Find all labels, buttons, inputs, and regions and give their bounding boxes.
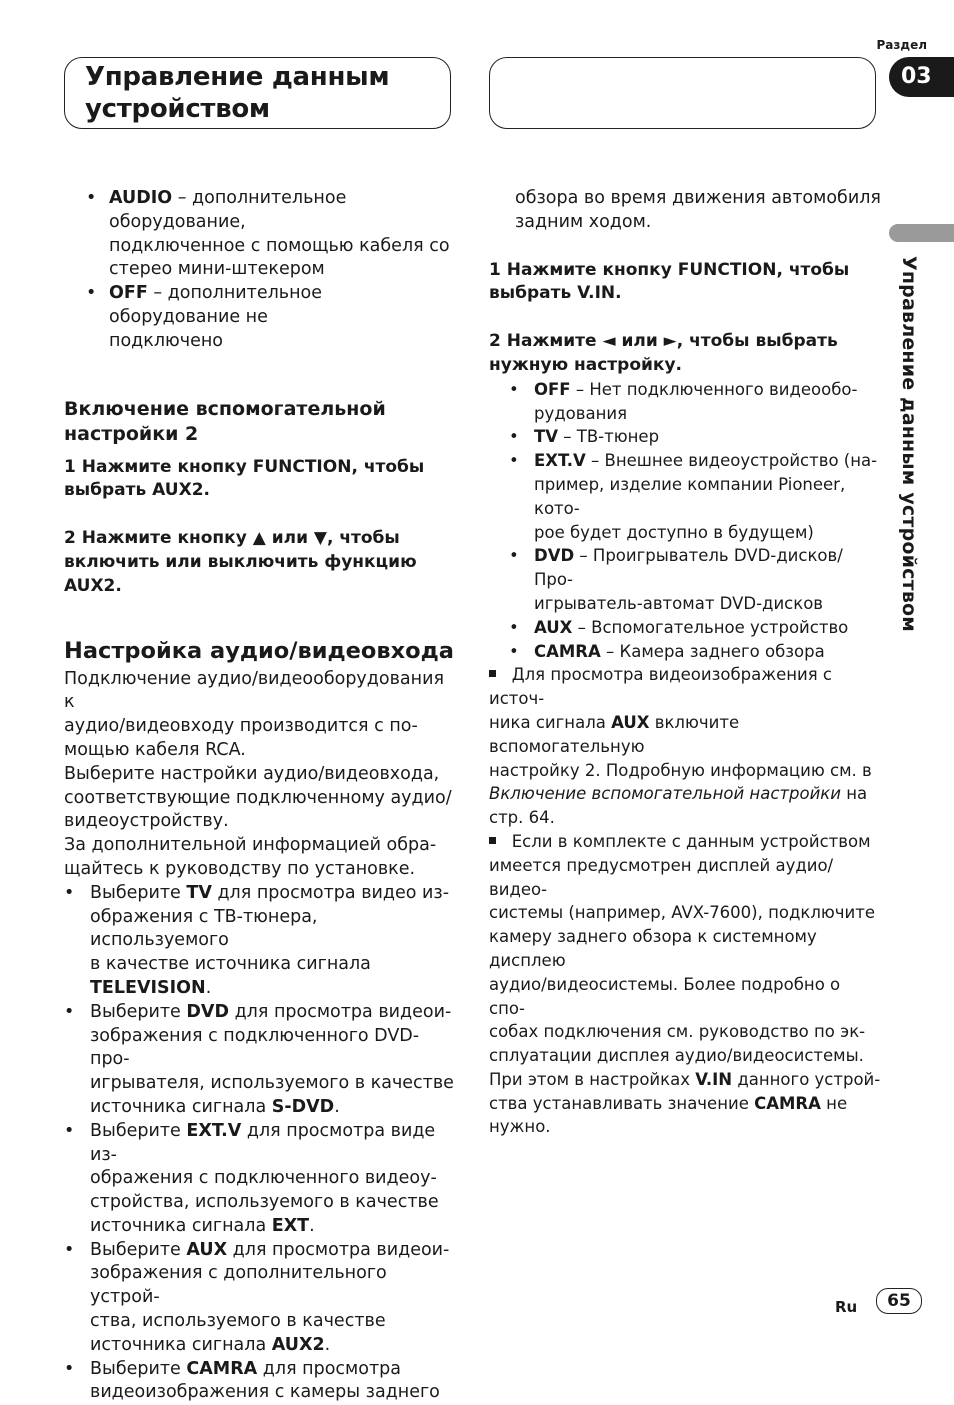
continued-text: обзора во время движения автомобиля задним ходом.	[515, 188, 881, 232]
list-item: • Выберите DVD для просмотра видеои- зображения с подключенного DVD-про- игрывателя, используемого в качестве источника сигнала S-DVD.	[64, 1001, 454, 1117]
list-item: • OFF – Нет подключенного видеообо- рудования	[509, 379, 858, 423]
header-title-box	[64, 57, 451, 129]
intro-paragraph: Подключение аудио/видеооборудования к аудио/видеовходу производится с по- мощью кабеля RCA. Выберите настройки аудио/видеовхода, соответствующие подключенному аудио/ видеоустройству. За дополнительной информацией обра- щайтесь к руководству по установке.	[64, 668, 452, 879]
section-label: Раздел	[876, 38, 927, 52]
list-item: • CAMRA – Камера заднего обзора	[509, 641, 825, 661]
list-item: • AUDIO – дополнительное оборудование, подключенное с помощью кабеля со стерео мини-штекером	[86, 188, 450, 280]
side-section-title: Управление данным устройством	[898, 256, 920, 633]
list-item: • DVD – Проигрыватель DVD-дисков/Про- игрыватель-автомат DVD-дисков	[509, 546, 843, 613]
section-heading: Настройка аудио/видеовхода	[64, 637, 454, 664]
page-number: 65	[876, 1288, 922, 1314]
option-list	[489, 378, 881, 1140]
note-2: Если в комплекте с данным устройством имеется предусмотрен дисплей аудио/видео- системы (например, AVX-7600), подключите камеру заднего обзора к системному дисплею аудио/видеосистемы. Более подробно о спо- собах подключения см. руководство по эк- сплуатации дисплея аудио/видеосистемы. При этом в настройках V.IN данного устрой- ства устанавливать значение CAMRA не нужно.	[489, 831, 881, 1137]
subsection-heading: Включение вспомогательной настройки 2	[64, 397, 386, 445]
page-title	[85, 61, 445, 125]
step-2: 2 Нажмите кнопку ▲ или ▼, чтобы включить или выключить функцию AUX2.	[64, 528, 417, 596]
note-bullet-icon	[489, 670, 496, 677]
list-item: • AUX – Вспомогательное устройство	[509, 617, 849, 637]
list-item: • EXT.V – Внешнее видеоустройство (на- пример, изделие компании Pioneer, кото- рое будет доступно в будущем)	[509, 451, 878, 542]
list-item: • Выберите EXT.V для просмотра виде из- ображения с подключенного видеоу- стройства, используемого в качестве источника сигнала EXT.	[64, 1120, 439, 1236]
note-bullet-icon	[489, 837, 496, 844]
step-2: 2 Нажмите ◄ или ►, чтобы выбрать нужную настройку.	[489, 331, 838, 375]
side-tab-marker	[889, 224, 954, 242]
title-line: устройством	[85, 94, 270, 124]
list-item: • Выберите TV для просмотра видео из- ображения с ТВ-тюнера, используемого в качестве источника сигнала TELEVISION.	[64, 882, 450, 998]
step-1: 1 Нажмите кнопку FUNCTION, чтобы выбрать AUX2.	[64, 456, 425, 501]
left-column	[64, 187, 456, 1405]
note-1: Для просмотра видеоизображения с источ- ника сигнала AUX включите вспомогательную настройку 2. Подробную информацию см. в Включение вспомогательной настройки на стр. 64.	[489, 665, 872, 828]
step-1: 1 Нажмите кнопку FUNCTION, чтобы выбрать V.IN.	[489, 259, 850, 304]
header-empty-box	[489, 57, 876, 129]
list-item: • TV – ТВ-тюнер	[509, 427, 660, 447]
section-number-badge: 03	[889, 57, 954, 97]
list-item: • OFF – дополнительное оборудование не подключено	[86, 283, 323, 351]
list-item: • Выберите AUX для просмотра видеои- зображения с дополнительного устрой- ства, используемого в качестве источника сигнала AUX2.	[64, 1239, 450, 1355]
right-column	[489, 187, 881, 1139]
language-code: Ru	[835, 1298, 858, 1316]
title-line: Управление данным	[85, 62, 390, 92]
list-item: • Выберите CAMRA для просмотра видеоизображения с камеры заднего	[64, 1358, 440, 1403]
